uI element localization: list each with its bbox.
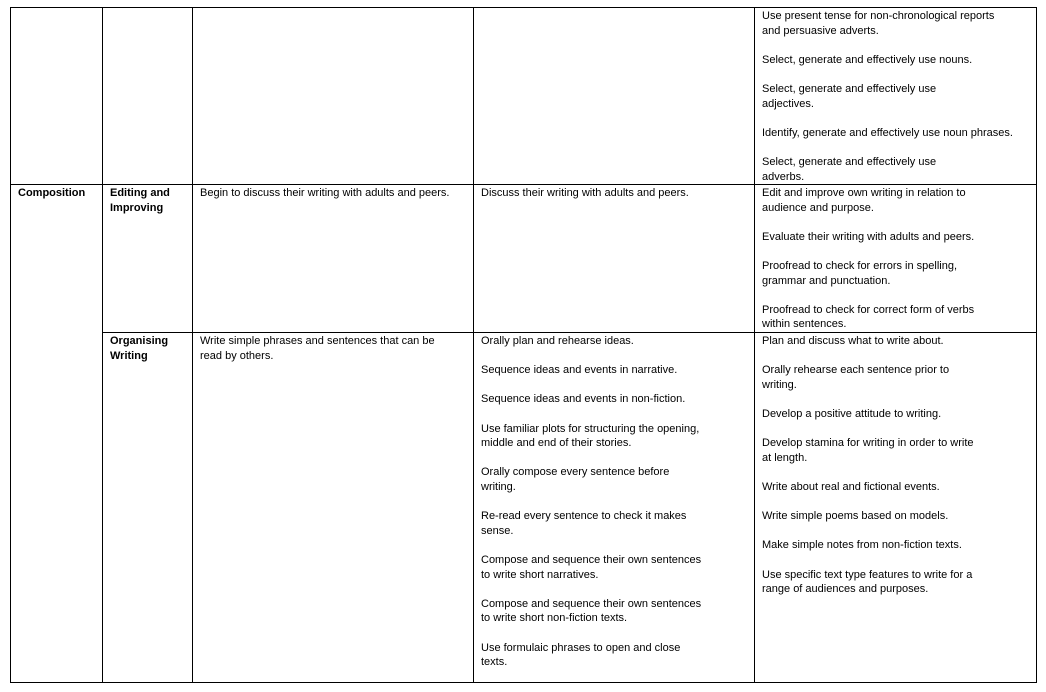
col4-cell-empty bbox=[474, 8, 755, 185]
col4-cell bbox=[474, 333, 755, 683]
list-item: Edit and improve own writing in relation to audience and purpose. bbox=[762, 187, 966, 214]
col3-cell bbox=[193, 185, 474, 333]
list-item: Use familiar plots for structuring the opening, middle and end of their stories. bbox=[481, 422, 700, 450]
list-item: Orally compose every sentence before writing. bbox=[481, 466, 670, 493]
area-label bbox=[103, 185, 193, 333]
table-row bbox=[11, 333, 1037, 683]
col3-cell-empty bbox=[193, 8, 474, 185]
col4-cell bbox=[474, 185, 755, 333]
list-item: Evaluate their writing with adults and peers. bbox=[762, 230, 975, 243]
list-item: Develop stamina for writing in order to write at length. bbox=[762, 437, 974, 464]
area-cell-empty bbox=[103, 8, 193, 185]
col3-cell bbox=[193, 333, 474, 683]
list-item: Write about real and fictional events. bbox=[762, 481, 940, 493]
list-item: Identify, generate and effectively use noun phrases. bbox=[762, 126, 1013, 139]
strand-cell-empty bbox=[11, 8, 103, 185]
list-item: Discuss their writing with adults and peers. bbox=[481, 187, 689, 200]
list-item: Use formulaic phrases to open and close texts. bbox=[481, 641, 681, 669]
list-item: Use present tense for non-chronological reports and persuasive adverts. bbox=[762, 10, 995, 37]
list-item: Write simple poems based on models. bbox=[762, 510, 949, 523]
col5-cell bbox=[755, 185, 1037, 333]
list-item: Sequence ideas and events in non-fiction. bbox=[481, 393, 686, 406]
list-item: Use specific text type features to write for a range of audiences and purposes. bbox=[762, 568, 973, 596]
list-item: Compose and sequence their own sentences to write short narratives. bbox=[481, 553, 702, 581]
list-item: Proofread to check for errors in spelling, grammar and punctuation. bbox=[762, 260, 958, 287]
list-item: Plan and discuss what to write about. bbox=[762, 335, 944, 348]
list-item: Select, generate and effectively use adjectives. bbox=[762, 82, 937, 110]
list-item: Develop a positive attitude to writing. bbox=[762, 408, 942, 421]
list-item: Compose and sequence their own sentences to write short non-fiction texts. bbox=[481, 597, 702, 625]
list-item: Begin to discuss their writing with adults and peers. bbox=[200, 187, 450, 200]
area-label bbox=[103, 333, 193, 683]
table-row bbox=[11, 8, 1037, 185]
col5-cell bbox=[755, 333, 1037, 683]
strand-label: Composition bbox=[11, 185, 103, 683]
list-item: Select, generate and effectively use adverbs. bbox=[762, 155, 937, 183]
list-item: Proofread to check for correct form of verbs within sentences. bbox=[762, 303, 975, 331]
list-item: Orally rehearse each sentence prior to writing. bbox=[762, 364, 950, 391]
area-label-text: Organising Writing bbox=[110, 335, 169, 362]
curriculum-table bbox=[10, 7, 1037, 683]
list-item: Write simple phrases and sentences that can be read by others. bbox=[200, 335, 435, 362]
list-item: Select, generate and effectively use nouns. bbox=[762, 53, 973, 66]
list-item: Sequence ideas and events in narrative. bbox=[481, 364, 678, 377]
list-item: Re-read every sentence to check it makes sense. bbox=[481, 510, 687, 537]
col5-cell bbox=[755, 8, 1037, 185]
table-row bbox=[11, 185, 1037, 333]
list-item: Make simple notes from non-fiction texts. bbox=[762, 539, 962, 552]
list-item: Orally plan and rehearse ideas. bbox=[481, 335, 634, 348]
area-label-text: Editing and Improving bbox=[110, 187, 170, 214]
